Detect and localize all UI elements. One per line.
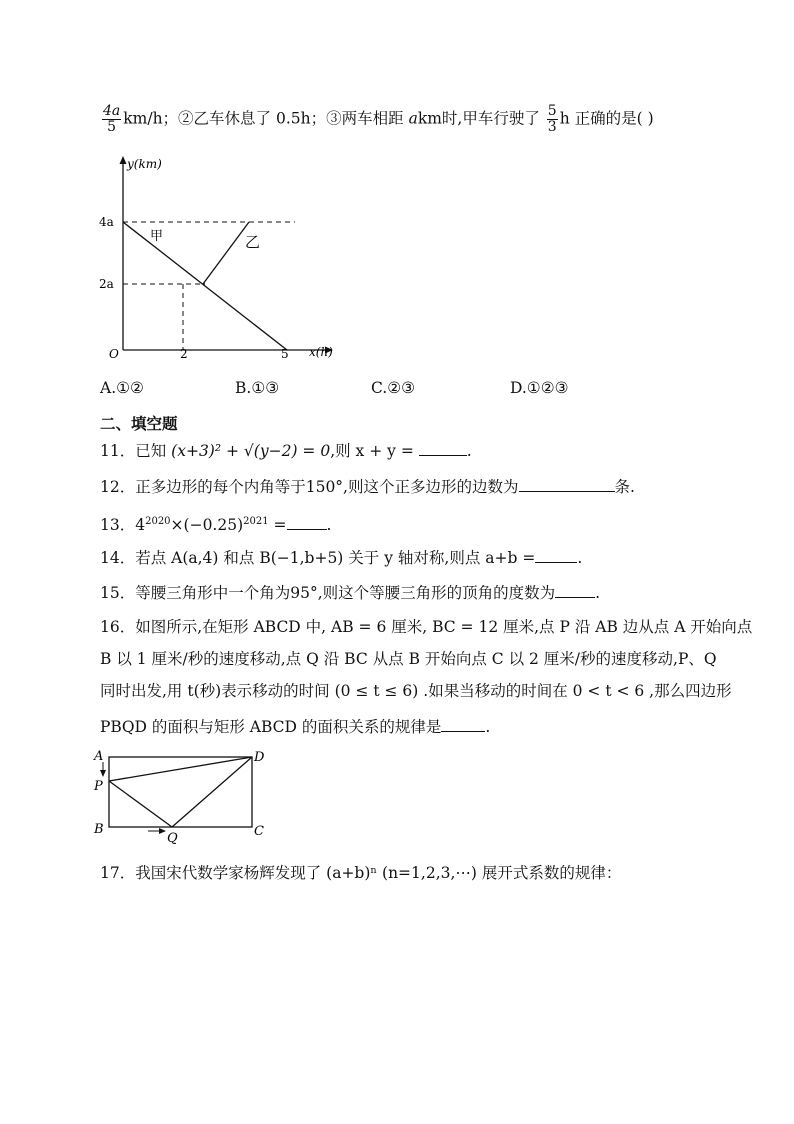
time-fraction: [547, 104, 558, 135]
answer-blank[interactable]: [519, 477, 615, 492]
fraction-denominator: 5: [107, 119, 117, 135]
x-axis-label: x(h): [309, 345, 333, 359]
rectangle-figure: [92, 745, 282, 845]
var-a: a: [408, 109, 418, 128]
question-14: 14．若点 A(a,4) 和点 B(−1,b+5) 关于 y 轴对称,则点 a+b = .: [100, 549, 583, 567]
q11-tail: ,则 x + y =: [330, 442, 414, 460]
q10-unit-text: km/h；②乙车休息了 0.5h；③两车相距: [123, 109, 404, 128]
option-d[interactable]: D.①②③: [510, 379, 569, 397]
y-tick-4a: 4a: [99, 215, 114, 229]
y-axis-arrow: [120, 156, 127, 164]
point-q-label: Q: [167, 831, 178, 845]
line-yi: [203, 222, 249, 284]
q14-text: 14．若点 A(a,4) 和点 B(−1,b+5) 关于 y 轴对称,则点 a+b =: [100, 549, 536, 567]
point-a-label: A: [94, 749, 104, 764]
y-axis-label: y(km): [127, 157, 162, 171]
segment-qd: [172, 757, 252, 827]
q10-tail-line: [100, 104, 654, 135]
label-jia: 甲: [150, 229, 164, 244]
x-tick-2: 2: [180, 347, 188, 361]
question-16-line-1: 16．如图所示,在矩形 ABCD 中, AB = 6 厘米, BC = 12 厘米,点 P 沿 AB 边从点 A 开始向点: [100, 618, 753, 636]
answer-blank[interactable]: [287, 515, 327, 530]
q15-text: 15．等腰三角形中一个角为95°,则这个等腰三角形的顶角的度数为: [100, 584, 556, 602]
q10-tail-text: h 正确的是( ): [559, 109, 654, 128]
q13-mid: ×(−0.25): [170, 516, 244, 535]
answer-blank[interactable]: [555, 583, 595, 598]
q13-exponent-1: 2020: [145, 516, 171, 527]
q11-prefix: 11．已知: [100, 442, 167, 460]
rectangle-abcd: [109, 757, 252, 827]
option-b[interactable]: B.①③: [235, 379, 280, 397]
x-tick-5: 5: [281, 347, 289, 361]
question-12: [100, 476, 635, 498]
option-c[interactable]: C.②③: [371, 379, 416, 397]
q10-km-text: km时,甲车行驶了: [417, 109, 540, 128]
question-13: 13．$4^{2020}\times(-0.25)^{2021}$ = .: [100, 516, 332, 535]
point-c-label: C: [254, 824, 264, 839]
option-a[interactable]: A.①②: [100, 379, 144, 397]
origin-label: O: [109, 347, 119, 361]
question-17: 17．我国宋代数学家杨辉发现了 (a+b)ⁿ (n=1,2,3,⋯) 展开式系数的规律：: [100, 864, 622, 882]
line-jia: [123, 222, 287, 350]
arrow-right-head: [159, 828, 166, 834]
question-15: 15．等腰三角形中一个角为95°,则这个等腰三角形的顶角的度数为 .: [100, 584, 601, 602]
y-tick-2a: 2a: [99, 277, 114, 291]
distance-time-graph: [95, 150, 355, 375]
point-p-label: P: [94, 779, 103, 794]
q12-text: 12．正多边形的每个内角等于150°,则这个正多边形的边数为: [100, 478, 519, 496]
q13-tail: =: [273, 516, 287, 535]
answer-blank[interactable]: [535, 548, 577, 563]
answer-blank[interactable]: [441, 717, 485, 732]
point-b-label: B: [94, 822, 104, 837]
label-yi: 乙: [245, 233, 261, 251]
q13-text: 13．4: [100, 516, 146, 535]
answer-blank[interactable]: [419, 441, 467, 456]
segment-pq: [109, 781, 172, 827]
segment-pd: [109, 757, 252, 781]
question-16-line-3: 同时出发,用 t(秒)表示移动的时间 (0 ≤ t ≤ 6) .如果当移动的时间在 0 < t < 6 ,那么四边形: [100, 682, 732, 700]
question-11: 11．已知 (x+3)² + √(y−2) = 0,则 x + y = .: [100, 442, 472, 460]
q12-tail: 条.: [614, 478, 635, 496]
fraction-numerator: 5: [547, 103, 557, 119]
speed-fraction: [102, 104, 121, 135]
q16-line4-text: PBQD 的面积与矩形 ABCD 的面积关系的规律是: [100, 718, 442, 736]
question-16-line-4: PBQD 的面积与矩形 ABCD 的面积关系的规律是 .: [100, 718, 491, 736]
question-16-line-2: B 以 1 厘米/秒的速度移动,点 Q 沿 BC 从点 B 开始向点 C 以 2 厘米/秒的速度移动,P、Q: [100, 650, 717, 668]
fraction-denominator: 3: [547, 119, 557, 135]
fraction-numerator: 4a: [103, 103, 121, 119]
q13-exponent-2: 2021: [243, 516, 269, 527]
arrow-down-head: [100, 770, 106, 777]
q11-expression: (x+3)² + √(y−2) = 0: [171, 442, 331, 460]
section-title: 二、填空题: [100, 415, 178, 433]
point-d-label: D: [254, 750, 265, 765]
